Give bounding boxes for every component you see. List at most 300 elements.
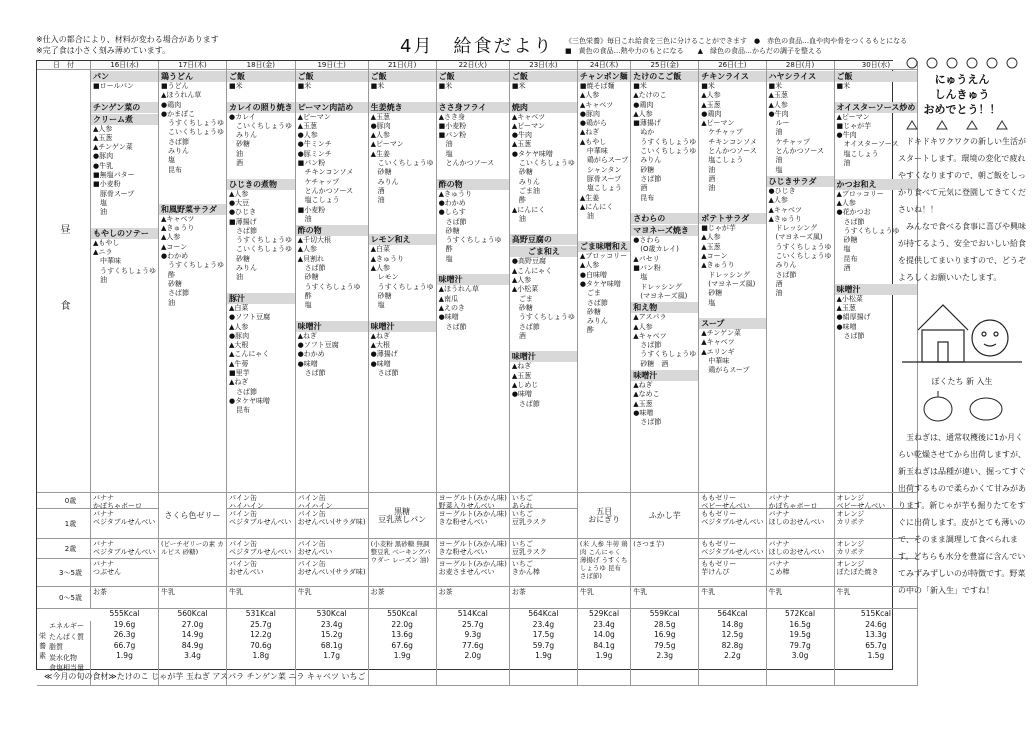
ingredient: ●タケヤ味噌 <box>229 396 270 405</box>
ingredient: ▲玉葱 <box>370 112 391 121</box>
dish-name: ご飯 <box>510 71 577 82</box>
ingredient: ▲きゅうり <box>438 189 473 198</box>
ingredient: こいくちしょうゆ <box>370 159 434 168</box>
snack-item: きな粉せんべい <box>438 548 488 556</box>
ingredient: 砂糖 <box>511 303 533 312</box>
nutrition-value: 515Kcal <box>860 609 891 618</box>
nutrition-column <box>437 609 510 686</box>
ingredient: ▲ねぎ <box>579 128 600 137</box>
ingredient: ●ひじき <box>229 208 257 217</box>
snack-fruit: パイン缶 <box>297 510 326 518</box>
spacer <box>512 341 575 350</box>
nutrition-label: 脂質 <box>49 643 63 652</box>
ingredient: ▲人参 <box>229 189 249 198</box>
snack-item: 芋けんぴ <box>701 568 730 576</box>
snack-item: おせんべい <box>229 568 264 576</box>
illustration-caption: ぼくたち 新 入生 <box>931 377 993 386</box>
ingredient: ■米 <box>633 82 647 90</box>
legend-line: ■ 黄色の食品…熱や力のもとになる ▲ 緑色の食品…からだの調子を整える <box>565 47 822 55</box>
spacer <box>439 91 507 100</box>
nutrition-value: 17.5g <box>532 630 555 640</box>
lunch-label-text: 昼 食 <box>58 224 69 338</box>
dish-name: もやしのソテー <box>91 228 158 239</box>
dish-name: スープ <box>699 318 765 329</box>
dish-name: ごま味噌和え <box>578 241 630 252</box>
snack-fruit: いちご <box>511 494 533 502</box>
ingredient: ●タケヤ味噌 <box>579 279 621 288</box>
ingredient: ケチャップ <box>701 128 743 137</box>
ingredient: ■里芋 <box>229 369 250 378</box>
ingredient: ●牛肉 <box>511 131 533 140</box>
nutrition-value: 68.1g <box>320 640 343 650</box>
snack-cell <box>767 509 835 539</box>
ingredient: ●牛肉 <box>836 131 857 140</box>
snack-fruit: ヨーグルト(みかん味) <box>438 494 507 502</box>
dish-name: 酢の物 <box>437 179 509 190</box>
ingredient: ▲南瓜 <box>438 294 459 303</box>
snack-fruit: パイン缶 <box>297 494 326 502</box>
spacer <box>161 175 224 184</box>
snack-cell <box>227 539 296 559</box>
header-notes <box>36 34 376 56</box>
nutrition-value: 1.9g <box>116 651 133 661</box>
snack-cell <box>91 559 159 587</box>
nutrition-value: 79.5g <box>654 640 676 650</box>
ingredient: オイスターソース <box>836 140 899 149</box>
ingredient: ▲千切大根 <box>297 236 331 245</box>
snack-item: かぼちゃボーロ <box>768 502 818 510</box>
ingredient: 塩こしょう <box>836 149 879 158</box>
spacer <box>229 283 293 292</box>
ingredient: うすくちしょうゆ <box>93 266 156 275</box>
drink-cell: 牛乳 <box>767 587 835 609</box>
ingredient: うすくちしょうゆ <box>768 242 832 251</box>
ingredient: ▲にんにく <box>579 202 614 211</box>
ingredient: ▲玉葱 <box>633 399 653 408</box>
dish-name: 豚汁 <box>227 293 295 304</box>
ingredient: ▲玉葱 <box>836 303 856 312</box>
ingredient: 酒 <box>229 159 243 168</box>
dish-name: 酢の物 <box>296 225 368 236</box>
snack-ingredients <box>631 539 699 587</box>
tulip-icon <box>902 119 1022 131</box>
ingredient: ▲生姜 <box>370 149 391 158</box>
ingredient: ■パン粉 <box>297 159 326 168</box>
dish-name: ごま和え <box>510 246 577 257</box>
nutrition-value: 1.9g <box>393 651 411 661</box>
ingredient: 塩 <box>93 198 107 207</box>
snack-fruit: オレンジ <box>836 510 865 518</box>
snack-fruit: パイン缶 <box>229 494 257 502</box>
ingredient: さば節 <box>297 369 326 378</box>
ingredient: ▲大根 <box>229 341 249 350</box>
ingredient: レモン <box>370 273 399 282</box>
date-header-cell: 16日(水) <box>91 61 159 70</box>
dish-name: さわらの <box>631 213 698 224</box>
spacer <box>229 91 293 100</box>
page-title: 4月 給食だより <box>400 36 554 57</box>
nutrition-value: 9.3g <box>464 630 482 640</box>
lunch-menu-column <box>699 70 766 493</box>
ingredient: ●鶏肉 <box>633 100 654 109</box>
nutrition-value: 2.3g <box>656 651 674 661</box>
ingredient: (O歳カレイ) <box>633 245 679 254</box>
ingredient: ●タケヤ味噌 <box>511 149 553 158</box>
ingredient: ■うどん <box>161 82 189 90</box>
snack-item: 豆乳ラスク <box>511 548 547 556</box>
snack-cell <box>699 493 766 509</box>
dish-name: チンゲン菜の <box>91 102 158 113</box>
snack-cell <box>227 493 296 509</box>
snack-fruit: ももゼリー <box>701 510 737 518</box>
nutrition-value: 531Kcal <box>245 609 276 618</box>
nutrition-value: 66.7g <box>113 640 136 650</box>
dish-name: チキンライス <box>699 71 765 82</box>
ingredient: 砂糖 <box>511 168 533 177</box>
dish-name: マヨネーズ焼き <box>631 225 698 236</box>
ingredient: ▲貝割れ <box>297 254 324 263</box>
ingredient: ▲人参 <box>370 131 391 140</box>
snack-cell <box>91 539 159 559</box>
lunch-menu-column <box>578 70 631 493</box>
nutrition-column <box>369 609 437 686</box>
ingredient: 豚骨スープ <box>579 174 622 183</box>
spacer <box>93 91 156 100</box>
snack-cell <box>437 509 510 539</box>
dish-name: ご飯 <box>437 71 509 82</box>
ingredient: こいくちしょうゆ <box>229 121 292 130</box>
nutrition-value: 572Kcal <box>785 609 816 618</box>
ingredient: ▲ピーマン <box>370 140 404 149</box>
ingredient: ●味噌 <box>370 359 391 368</box>
nutrition-label: 食塩相当量 <box>49 664 84 673</box>
spacer <box>439 264 507 273</box>
ingredient: ▲人参 <box>229 322 249 331</box>
spacer <box>371 206 434 215</box>
ingredient: 塩こしょう <box>701 156 744 165</box>
snack-cell <box>510 539 578 559</box>
snack-fruit: オレンジ <box>836 560 865 568</box>
ingredient: ▲こんにゃく <box>229 350 270 359</box>
snack-item: かぼちゃボーロ <box>93 502 142 510</box>
snack-item: ベジタブルせんべい <box>229 518 292 526</box>
nutrition-value: 1.5g <box>867 651 885 661</box>
nutrition-value: 65.7g <box>865 640 887 650</box>
snack-fruit: バナナ <box>93 560 114 568</box>
ingredient: ●大豆 <box>229 198 250 207</box>
ingredient: 酒 <box>370 186 385 195</box>
ingredient: こいくちしょうゆ <box>511 159 575 168</box>
drink-cell: 牛乳 <box>227 587 296 609</box>
ingredient: ●豚肉 <box>229 331 250 340</box>
new-vegetables-article: 玉ねぎは、通常収穫後に1か月くらい乾燥させてから出荷しますが、新玉ねぎは品種が違い、掘ってすぐ出荷するもので柔らかくて甘みがあります。新じゃが芋も掘りたてをすぐに出荷します。皮がとても薄いので、そのまま調理して食べられます。どちらも水分を豊富に含んでいてみずみずしいのが特徴です。野菜の中の「新入生」ですね！ <box>898 433 1026 595</box>
school-building-illustration <box>898 290 1026 370</box>
onion-potato-illustration <box>898 389 1026 425</box>
ingredient: ▲ねぎ <box>370 331 391 340</box>
ingredient: 昆布 <box>836 254 858 263</box>
spacer <box>371 215 434 224</box>
nutrition-value: 26.3g <box>113 630 136 640</box>
ingredient: ●豚肉 <box>93 152 114 161</box>
ingredient: ●白味噌 <box>579 270 608 279</box>
ingredient: ■小麦粉 <box>93 180 121 189</box>
snack-item: 豆乳ラスク <box>511 518 547 526</box>
snack-item: 野菜入りせんべい <box>438 502 495 510</box>
nutrition-value: 13.6g <box>391 630 413 640</box>
ingredient: シャンタン <box>579 165 622 174</box>
snack-fruit: いちご <box>511 540 533 548</box>
ingredient: ●かまぼこ <box>161 109 196 118</box>
dish-name: ご飯 <box>369 71 436 82</box>
snack-cell <box>437 539 510 559</box>
snack-cell <box>699 539 766 559</box>
nutrition-value: 25.7g <box>250 619 272 629</box>
ingredient: ■ロールパン <box>93 82 134 90</box>
ingredient: ●絹厚揚げ <box>836 313 871 322</box>
ingredient: ●味噌 <box>633 408 654 417</box>
snack-main: 五目 おにぎり <box>588 506 621 524</box>
snack-item: あられ <box>511 502 533 510</box>
dish-name: 味噌汁 <box>631 370 698 381</box>
ingredient: 中華味 <box>93 257 121 266</box>
ingredient: ●牛ミンチ <box>297 140 332 149</box>
snack-item: ベジタブルせんべい <box>93 518 156 526</box>
ingredient: 油 <box>579 212 594 221</box>
snack-item: ベビーせんべい <box>836 502 886 510</box>
ingredient: ▲エリンギ <box>701 347 735 356</box>
lunch-label <box>37 70 91 493</box>
ingredient: 塩 <box>438 254 453 263</box>
nutrition-value: 25.7g <box>462 619 484 629</box>
ingredient: ▲人参 <box>836 198 856 207</box>
ingredient: 酒 <box>836 264 851 273</box>
snack-item: ベジタブルせんべい <box>93 548 156 556</box>
spacer <box>439 168 507 177</box>
ingredient: ▲ブロッコリー <box>836 189 884 198</box>
ingredient: とんかつソース <box>768 147 825 156</box>
snack-main-cell <box>369 493 437 539</box>
snack-cell <box>296 559 369 587</box>
dish-name: ご飯 <box>835 71 918 82</box>
snack-fruit: ヨーグルト(みかん味) <box>438 560 507 568</box>
ingredient: 塩 <box>836 245 851 254</box>
snack-cell <box>227 509 296 539</box>
snack-ingredients-text: (ピーチゼリーの素 カルピス 砂糖) <box>161 540 224 556</box>
ingredient: 油 <box>229 149 243 158</box>
ingredient: ▲きゅうり <box>768 214 802 223</box>
ingredient: 油 <box>768 128 783 137</box>
ingredient: ▲玉葱 <box>701 242 721 251</box>
nutrition-column <box>578 609 631 686</box>
ingredient: さば節 <box>438 322 467 331</box>
ingredient: ■米 <box>836 82 851 90</box>
date-header-cell: 25日(金) <box>631 61 699 70</box>
dish-name: クリーム煮 <box>91 114 158 125</box>
snack-cell <box>699 509 766 539</box>
ingredient: みりん <box>370 177 399 186</box>
ingredient: ▲ニラ <box>93 248 113 257</box>
ingredient: 鶏がらスープ <box>701 366 750 375</box>
ingredient: ドレッシング <box>633 282 682 291</box>
spacer <box>161 194 224 203</box>
ingredient: 油 <box>511 214 526 223</box>
ingredient: ■米 <box>370 82 385 90</box>
ingredient: うすくちしょうゆ <box>438 236 502 245</box>
date-header-cell: 18日(金) <box>227 61 296 70</box>
nutrition-value: 16.9g <box>654 630 676 640</box>
nutrition-value: 13.3g <box>865 630 887 640</box>
nutrition-column <box>699 609 766 686</box>
nutrition-value: 15.2g <box>320 630 343 640</box>
ingredient: ▲なめこ <box>633 390 660 399</box>
ingredient: ▲にんにく <box>511 205 546 214</box>
ingredient: 塩 <box>297 301 312 310</box>
drink-cell: 牛乳 <box>631 587 699 609</box>
snack-main-cell <box>159 493 227 539</box>
dish-name: 味噌汁 <box>835 284 918 295</box>
ingredient: ■小麦粉 <box>297 205 326 214</box>
seasonal-foods: ≪今月の旬の食材≫たけのこ じゃが芋 玉ねぎ アスパラ チンゲン菜 ニラ キャベツ いちご <box>44 672 366 681</box>
lunch-menu-column <box>159 70 227 493</box>
spacer <box>93 218 156 227</box>
snack-fruit: バナナ <box>93 510 114 518</box>
ingredient: 砂糖 <box>370 291 392 300</box>
ingredient: ▲玉葱 <box>511 371 532 380</box>
date-header-cell: 26日(土) <box>699 61 766 70</box>
ingredient: ▲玉葱 <box>297 121 317 130</box>
drink-cell: 牛乳 <box>699 587 766 609</box>
snack-main: ふかし芋 <box>648 510 681 520</box>
ingredient: うすくちしょうゆ <box>836 226 900 235</box>
ingredient: ▲ピーマン <box>511 121 546 130</box>
ingredient: うすくちしょうゆ <box>297 282 361 291</box>
ingredient: 油 <box>701 165 716 174</box>
ingredient: ▲キャベツ <box>768 205 802 214</box>
nutrition-value: 550Kcal <box>387 609 418 618</box>
snack-fruit: バナナ <box>93 494 114 502</box>
ingredient: ▲小松菜 <box>511 285 539 294</box>
ingredient: みりん <box>229 264 257 273</box>
nutrition-value: 529Kcal <box>589 609 620 618</box>
ingredient: さば節 <box>836 331 865 340</box>
snack-fruit: いちご <box>511 560 533 568</box>
ingredient: ▲キャベツ <box>579 100 614 109</box>
ingredient: ▲ねぎ <box>511 362 532 371</box>
snack-cell <box>91 509 159 539</box>
ingredient: (マヨネーズ風) <box>701 279 756 288</box>
ingredient: うすくちしょうゆ <box>229 236 292 245</box>
ingredient: うすくちしょうゆ <box>633 137 697 146</box>
ingredient: ●鶏肉 <box>701 109 722 118</box>
ingredient: ●人参 <box>297 131 318 140</box>
snack-ingredients-text: (米 人参 牛蒡 鶏肉 こんにゃく 薄揚げ うすくちしょうゆ 昆布 さば節) <box>579 540 628 580</box>
nutrition-value: 82.8g <box>721 640 744 650</box>
ingredient: ●しらす <box>438 208 466 217</box>
ingredient: ▲ねぎ <box>633 381 653 390</box>
ingredient: ▲人参 <box>768 100 788 109</box>
nutrition-value: 79.7g <box>789 640 811 650</box>
ingredient: ■米 <box>297 82 312 90</box>
ingredient: こいくちしょうゆ <box>768 252 832 261</box>
ingredient: ●味噌 <box>836 322 857 331</box>
snack-main-cell <box>578 493 631 539</box>
ingredient: 酢 <box>511 196 526 205</box>
lunch-menu-column <box>631 70 699 493</box>
ingredient: ●高野豆腐 <box>511 257 547 266</box>
snack-item: ほしのおせんべい <box>768 548 825 556</box>
ingredient: 油 <box>768 156 783 165</box>
tulip-decoration <box>898 119 1026 131</box>
dish-name: カレイの照り焼き <box>229 102 293 112</box>
snack-item: ベジタブルせんべい <box>701 518 764 526</box>
ingredient: さば節 <box>579 298 608 307</box>
ingredient: ▲ねぎ <box>229 378 249 387</box>
nutrition-column <box>767 609 835 686</box>
ingredient: うすくちしょうゆ <box>633 350 697 359</box>
ingredient: ▲ピーマン <box>701 119 735 128</box>
date-header: 日 付 <box>37 61 91 70</box>
ingredient: 酒 <box>511 331 526 340</box>
ingredient: ●味噌 <box>297 359 318 368</box>
note-line: ※完了食は小さく刻み薄めています。 <box>36 46 171 55</box>
ingredient: ▲人参 <box>93 124 113 133</box>
drink-cell: 牛乳 <box>835 587 919 609</box>
ingredient: ▲小松菜 <box>836 294 863 303</box>
ingredient: ▲ピーマン <box>836 112 870 121</box>
date-header-cell: 24日(木) <box>578 61 631 70</box>
dish-name: 生姜焼き <box>369 102 436 113</box>
ingredient: 塩 <box>438 149 453 158</box>
snack-cell <box>510 559 578 587</box>
spacer <box>580 231 628 240</box>
ingredient: 塩 <box>768 165 783 174</box>
ingredient: うすくちしょうゆ <box>370 282 434 291</box>
snack-fruit: オレンジ <box>836 540 865 548</box>
snack-fruit: ももゼリー <box>701 494 737 502</box>
age-label: 0歳 <box>37 493 91 509</box>
ingredient: こいくちしょうゆ <box>633 147 697 156</box>
nutrition-value: 84.1g <box>593 640 615 650</box>
ingredient: ▲コーン <box>161 242 188 251</box>
snack-item: ベビーせんべい <box>701 502 750 510</box>
ingredient: ▲チンゲン菜 <box>701 329 741 338</box>
ingredient: 油 <box>701 184 716 193</box>
nutrition-value: 555Kcal <box>109 609 140 618</box>
snack-item: おせんべい <box>297 548 333 556</box>
ingredient: ▲玉葱 <box>701 100 721 109</box>
ingredient: 砂糖 <box>836 236 858 245</box>
snack-item: ベジタブルせんべい <box>701 548 764 556</box>
snack-ingredients <box>159 539 227 587</box>
ingredient: ●牛肉 <box>768 109 789 118</box>
snack-fruit: ももゼリー <box>701 540 737 548</box>
snack-item: つぶせん <box>93 568 121 576</box>
ingredient: ケチャップ <box>768 137 811 146</box>
nutrition-value: 564Kcal <box>528 609 559 618</box>
snack-cell <box>767 559 835 587</box>
dish-name: 味噌汁 <box>369 321 436 332</box>
ingredient: 油 <box>161 298 175 307</box>
ingredient: さば節 <box>370 369 399 378</box>
ingredient: 砂糖 酒 <box>633 359 669 368</box>
ingredient: 油 <box>93 276 107 285</box>
ingredient: ▲白菜 <box>229 303 249 312</box>
date-header-cell: 28日(月) <box>767 61 835 70</box>
ingredient: さば節 <box>438 217 467 226</box>
snack-fruit: バナナ <box>768 560 790 568</box>
ingredient: ●ひじき <box>768 186 796 195</box>
ingredient: こいくちしょうゆ <box>161 128 224 137</box>
